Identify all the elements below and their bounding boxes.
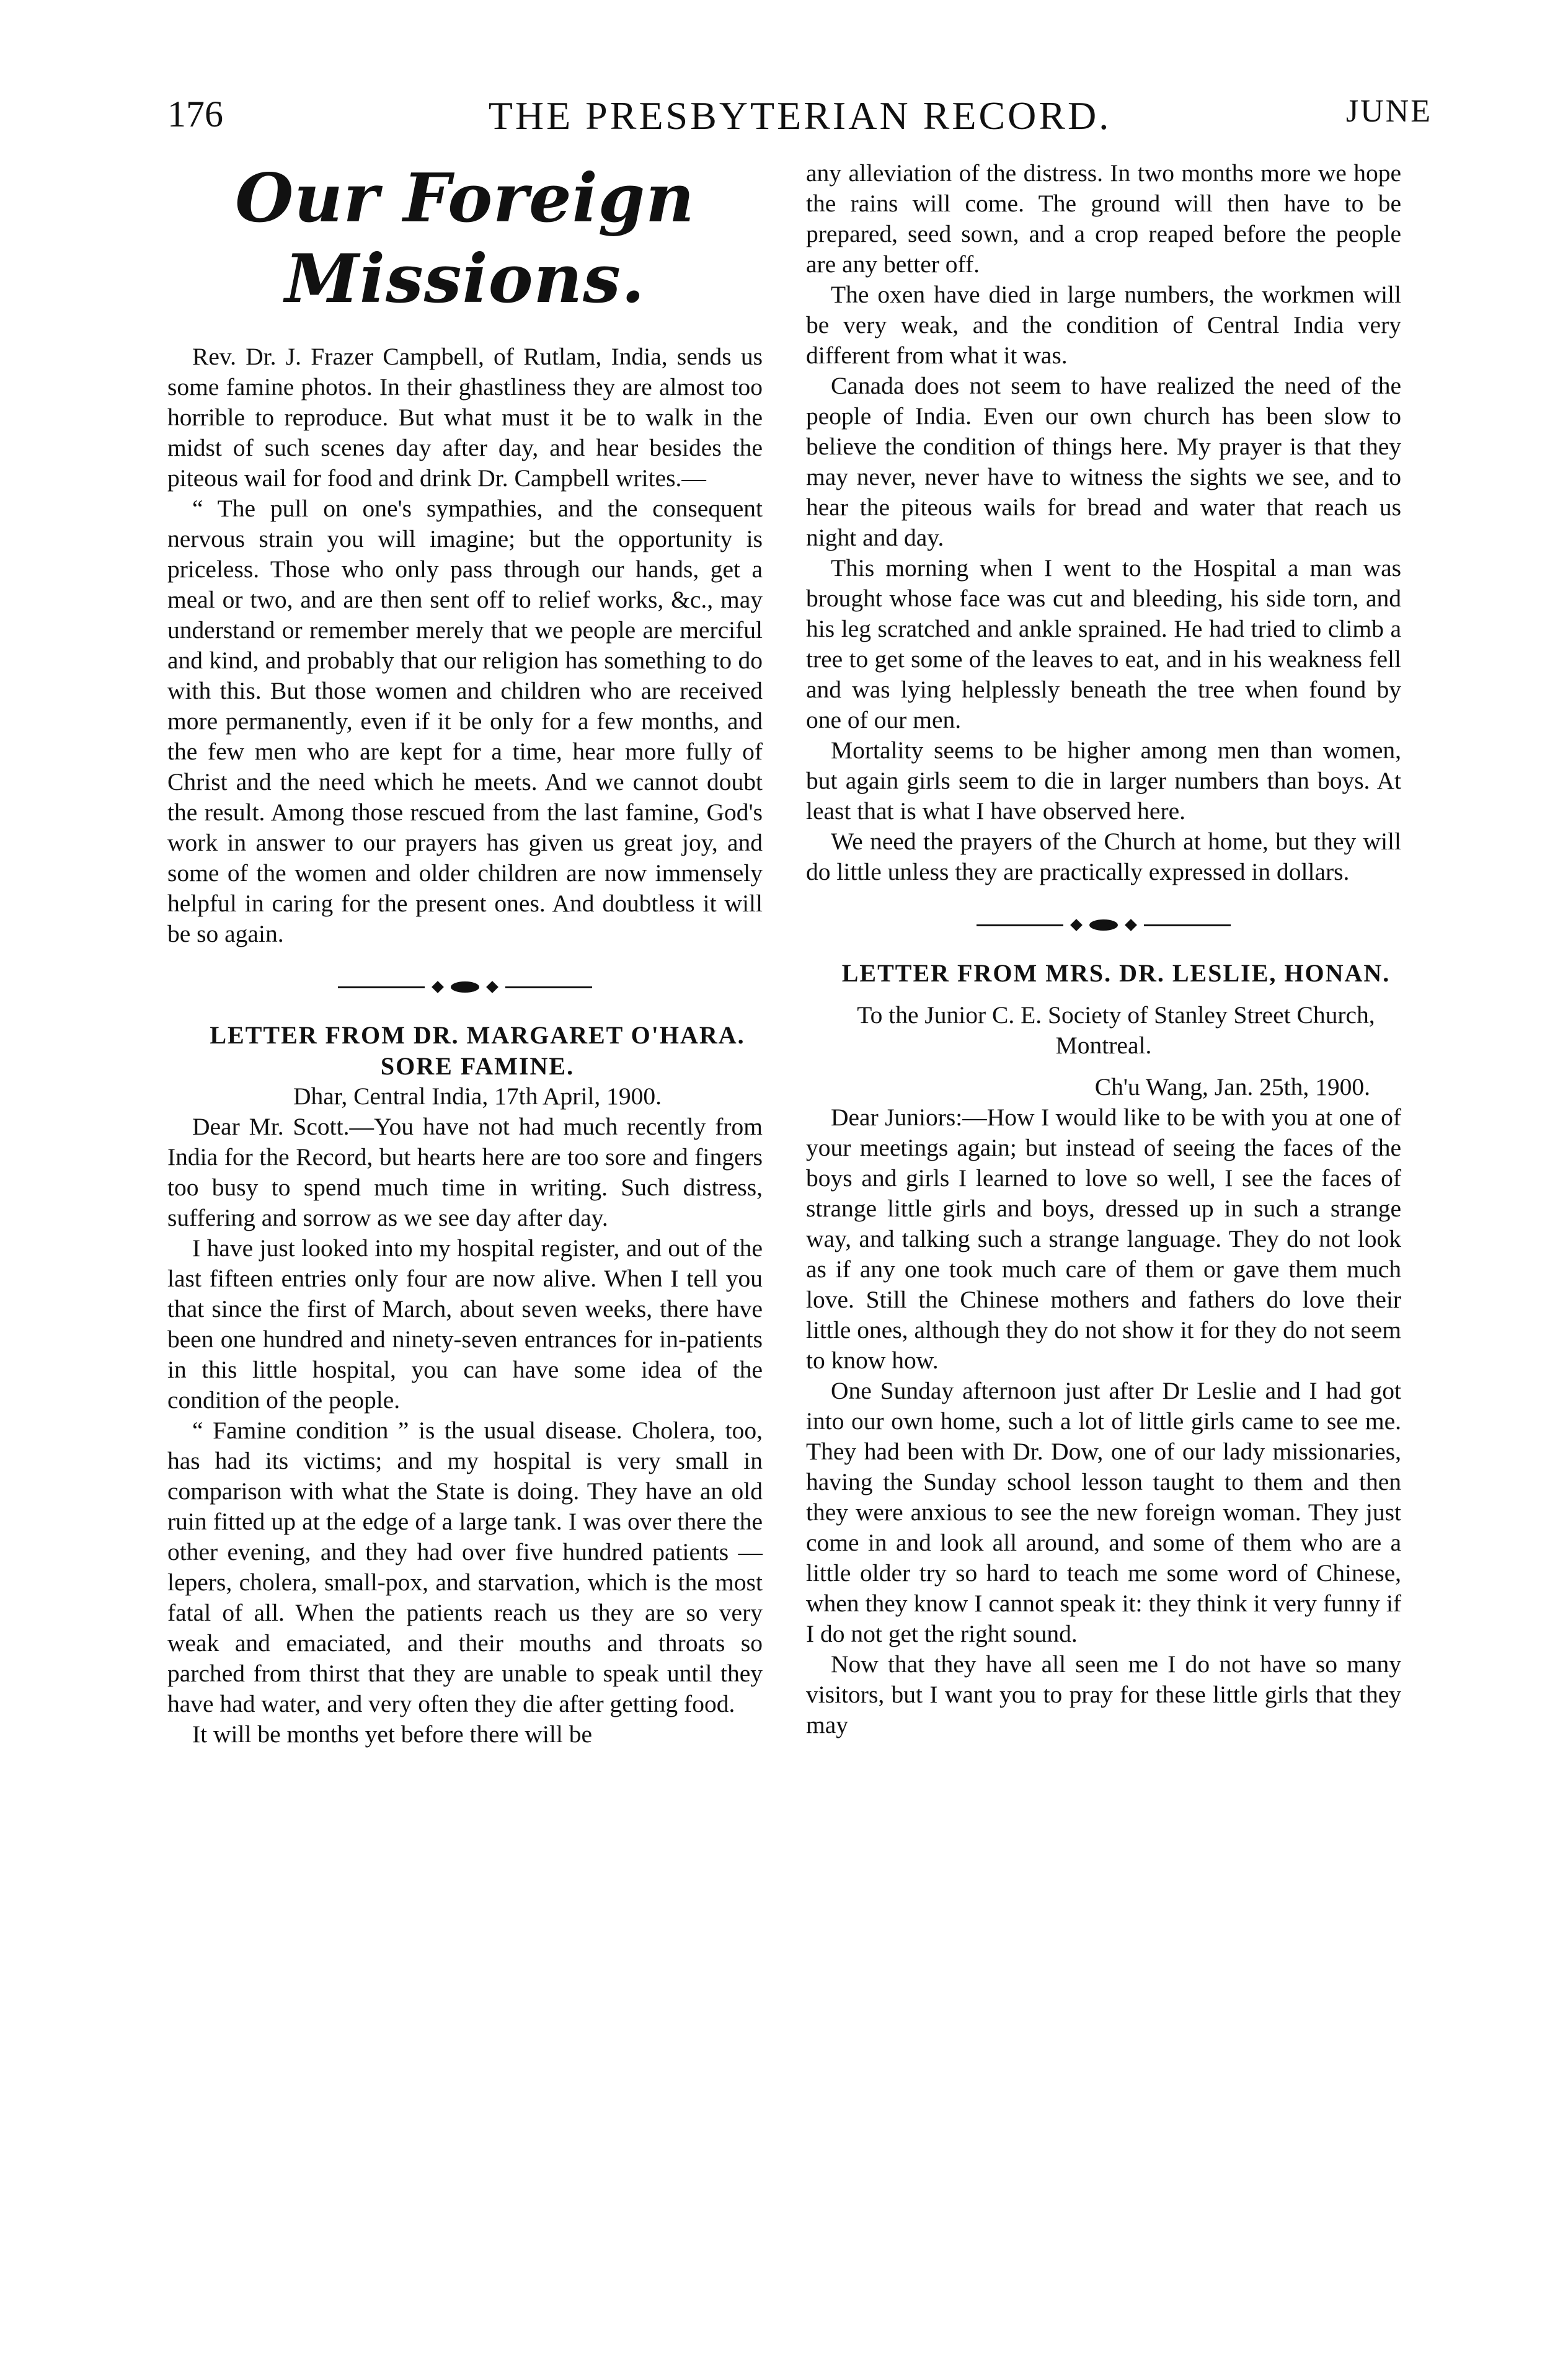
letter-address: To the Junior C. E. Society of Stanley Street Church, Montreal. xyxy=(857,1001,1375,1059)
letter-paragraph: Dear Juniors:—How I would like to be with you at one of your meetings again; but instead of seeing the faces of the boys and girls I learned to love so well, I see the faces of strange little girls and boys, dressed up in such a strange way, and talking such a strange language. They do not look as if any one took much care of them or gave them much love. Still the Chinese mothers and fathers do love their little ones, although they do not show it for they do not seem to know how. xyxy=(806,1104,1401,1374)
letter-paragraph: One Sunday afternoon just after Dr Leslie and I had got into our own home, such a lot of little girls came to see me. They had been with Dr. Dow, one of our lady missionaries, having the Sunday school lesson taught to them and then they were anxious to see the new foreign woman. They just come in and look all around, and some of them who are a little older try so hard to teach me some word of Chinese, when they know I cannot speak it: they think it very funny if I do not get the right sound. xyxy=(806,1377,1401,1647)
letter-paragraph: any alleviation of the distress. In two months more we hope the rains will come. The ground will then have to be prepared, seed sown, and a crop reaped before the people are any better off. xyxy=(806,159,1401,278)
letter-paragraph: The oxen have died in large numbers, the workmen will be very weak, and the condition of Central India very different from what it was. xyxy=(806,281,1401,369)
letter-heading: LETTER FROM MRS. DR. LESLIE, HONAN. xyxy=(841,959,1391,987)
letter-dateline: Dhar, Central India, 17th April, 1900. xyxy=(293,1083,662,1110)
page-header xyxy=(167,93,1432,143)
letter-paragraph: Mortality seems to be higher among men than women, but again girls seem to die in larger numbers than boys. At least that is what I have observed here. xyxy=(806,737,1401,825)
left-column xyxy=(167,158,763,1750)
right-column xyxy=(806,158,1401,1740)
letter-paragraph: “ Famine condition ” is the usual disease. Cholera, too, has had its victims; and my hospital is very small in comparison with what the State is doing. They have an old ruin fitted up at the edge of a large tank. I was over there the other evening, and they had over five hundred patients — lepers, cholera, small-pox, and starvation, which is the most fatal of all. When the patients reach us they are so very weak and emaciated, and their mouths and throats so parched from thirst that they are unable to speak until they have had water, and very often they die after getting food. xyxy=(167,1417,763,1717)
section-title: Our Foreign Missions. xyxy=(235,159,695,318)
letter-paragraph: Now that they have all seen me I do not have so many visitors, but I want you to pray for these little girls that they may xyxy=(806,1650,1401,1738)
letter-subheading: SORE FAMINE. xyxy=(380,1052,575,1080)
ornamental-divider xyxy=(167,965,763,1009)
letter-paragraph: Canada does not seem to have realized the need of the people of India. Even our own church has been slow to believe the condition of things here. My prayer is that they may never, never have to witness the sights we see, and to hear the piteous wails for bread and water that reach us night and day. xyxy=(806,372,1401,551)
intro-paragraph: “ The pull on one's sympathies, and the consequent nervous strain you will imagine; but the opportunity is priceless. Those who only pass through our hands, get a meal or two, and are then sent off to relief works, &c., may understand or remember merely that we people are merciful and kind, and probably that our religion has something to do with this. But those women and children who are received more permanently, even if it be only for a few months, and the few men who are kept for a time, hear more fully of Christ and the need which he meets. And we cannot doubt the result. Among those rescued from the last famine, God's work in answer to our prayers has given us great joy, and some of the women and older children are now immensely helpful in caring for the present ones. And doubtless it will be so again. xyxy=(167,495,763,947)
letter-paragraph: Dear Mr. Scott.—You have not had much recently from India for the Record, but hearts here are too sore and fingers too busy to spend much time in writing. Such distress, suffering and sorrow as we see day after day. xyxy=(167,1113,763,1231)
page-number: 176 xyxy=(167,94,223,135)
letter-heading: LETTER FROM DR. MARGARET O'HARA. xyxy=(210,1021,745,1049)
letter-paragraph: This morning when I went to the Hospital a man was brought whose face was cut and bleeding, his side torn, and his leg scratched and ankle sprained. He had tried to climb a tree to get some of the leaves to eat, and in his weakness fell and was lying helplessly beneath the tree when found by one of our men. xyxy=(806,554,1401,733)
letter-dateline: Ch'u Wang, Jan. 25th, 1900. xyxy=(1094,1073,1370,1100)
issue-month: JUNE xyxy=(1345,94,1432,129)
intro-paragraph: Rev. Dr. J. Frazer Campbell, of Rutlam, India, sends us some famine photos. In their ghastliness they are almost too horrible to reproduce. But what must it be to walk in the midst of such scenes day after day, and hear besides the piteous wail for food and drink Dr. Campbell writes.— xyxy=(167,343,763,492)
letter-paragraph: We need the prayers of the Church at home, but they will do little unless they are practically expressed in dollars. xyxy=(806,828,1401,885)
letter-paragraph: It will be months yet before there will be xyxy=(192,1720,592,1748)
ornamental-divider xyxy=(806,903,1401,947)
letter-paragraph: I have just looked into my hospital register, and out of the last fifteen entries only four are now alive. When I tell you that since the first of March, about seven weeks, there have been one hundred and ninety-seven entrances for in-patients in this little hospital, you can have some idea of the condition of the people. xyxy=(167,1234,763,1414)
running-title: THE PRESBYTERIAN RECORD. xyxy=(488,94,1112,138)
